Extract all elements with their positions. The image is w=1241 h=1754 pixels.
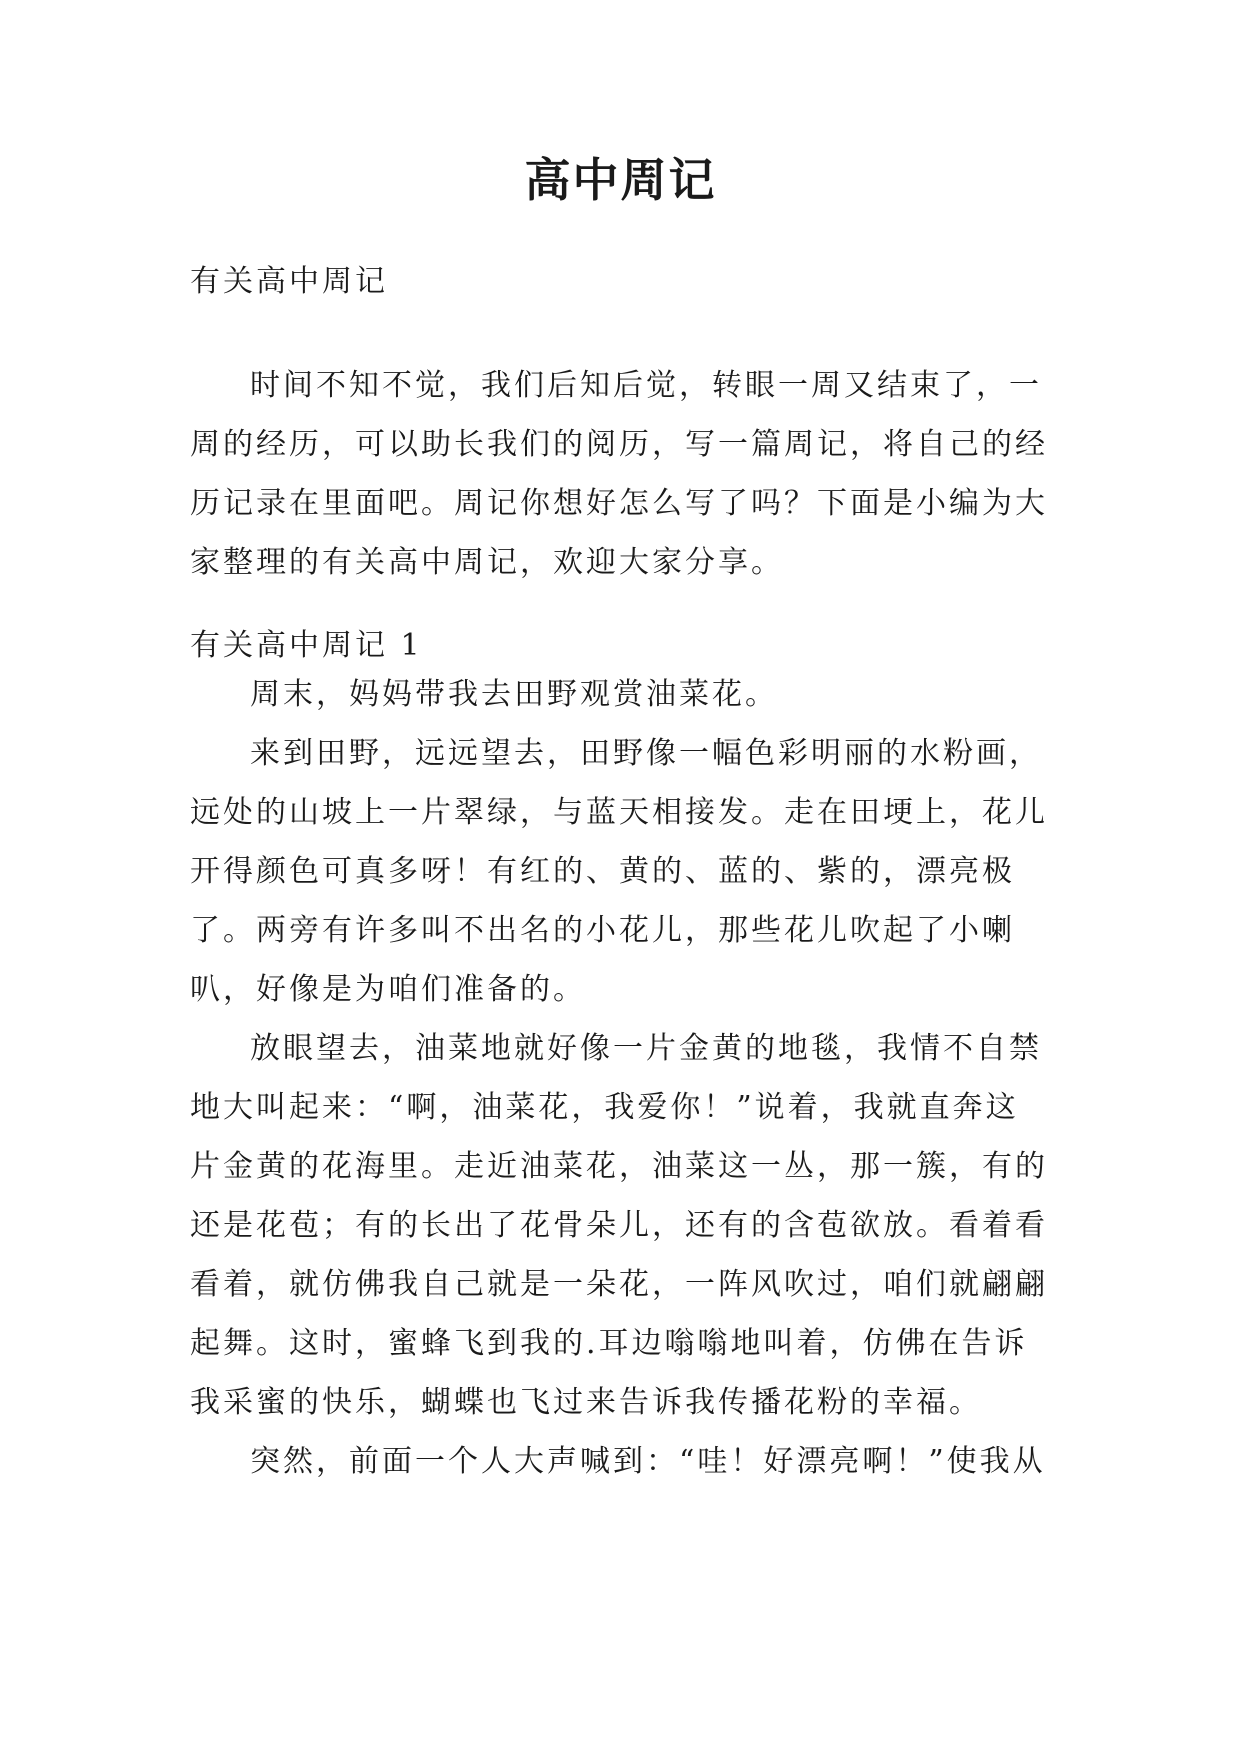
section-paragraph: 放眼望去，油菜地就好像一片金黄的地毯，我情不自禁地大叫起来：“啊，油菜花，我爱你！”说着，我就直奔这片金黄的花海里。走近油菜花，油菜这一丛，那一簇，有的还是花苞；有的长出了花骨朵儿，还有的含苞欲放。看着看看着，就仿佛我自己就是一朵花，一阵风吹过，咱们就翩翩起舞。这时，蜜蜂飞到我的.耳边嗡嗡地叫着，仿佛在告诉我采蜜的快乐，蝴蝶也飞过来告诉我传播花粉的幸福。 <box>190 1031 1048 1420</box>
section-paragraph: 来到田野，远远望去，田野像一幅色彩明丽的水粉画，远处的山坡上一片翠绿，与蓝天相接发。走在田埂上，花儿开得颜色可真多呀！有红的、黄的、蓝的、紫的，漂亮极了。两旁有许多叫不出名的小花儿，那些花儿吹起了小喇叭，好像是为咱们准备的。 <box>190 736 1048 1007</box>
section-paragraph: 突然，前面一个人大声喊到：“哇！好漂亮啊！”使我从 <box>250 1444 1046 1479</box>
section-body <box>190 665 1050 1491</box>
intro-block <box>190 356 1050 592</box>
document-subtitle: 有关高中周记 <box>190 264 388 299</box>
intro-paragraph: 时间不知不觉，我们后知后觉，转眼一周又结束了，一周的经历，可以助长我们的阅历，写一篇周记，将自己的经历记录在里面吧。周记你想好怎么写了吗？下面是小编为大家整理的有关高中周记，欢迎大家分享。 <box>190 368 1048 580</box>
document-title: 高中周记 <box>524 153 717 207</box>
section-heading: 有关高中周记 1 <box>190 628 423 663</box>
section-paragraph: 周末，妈妈带我去田野观赏油菜花。 <box>250 677 778 712</box>
